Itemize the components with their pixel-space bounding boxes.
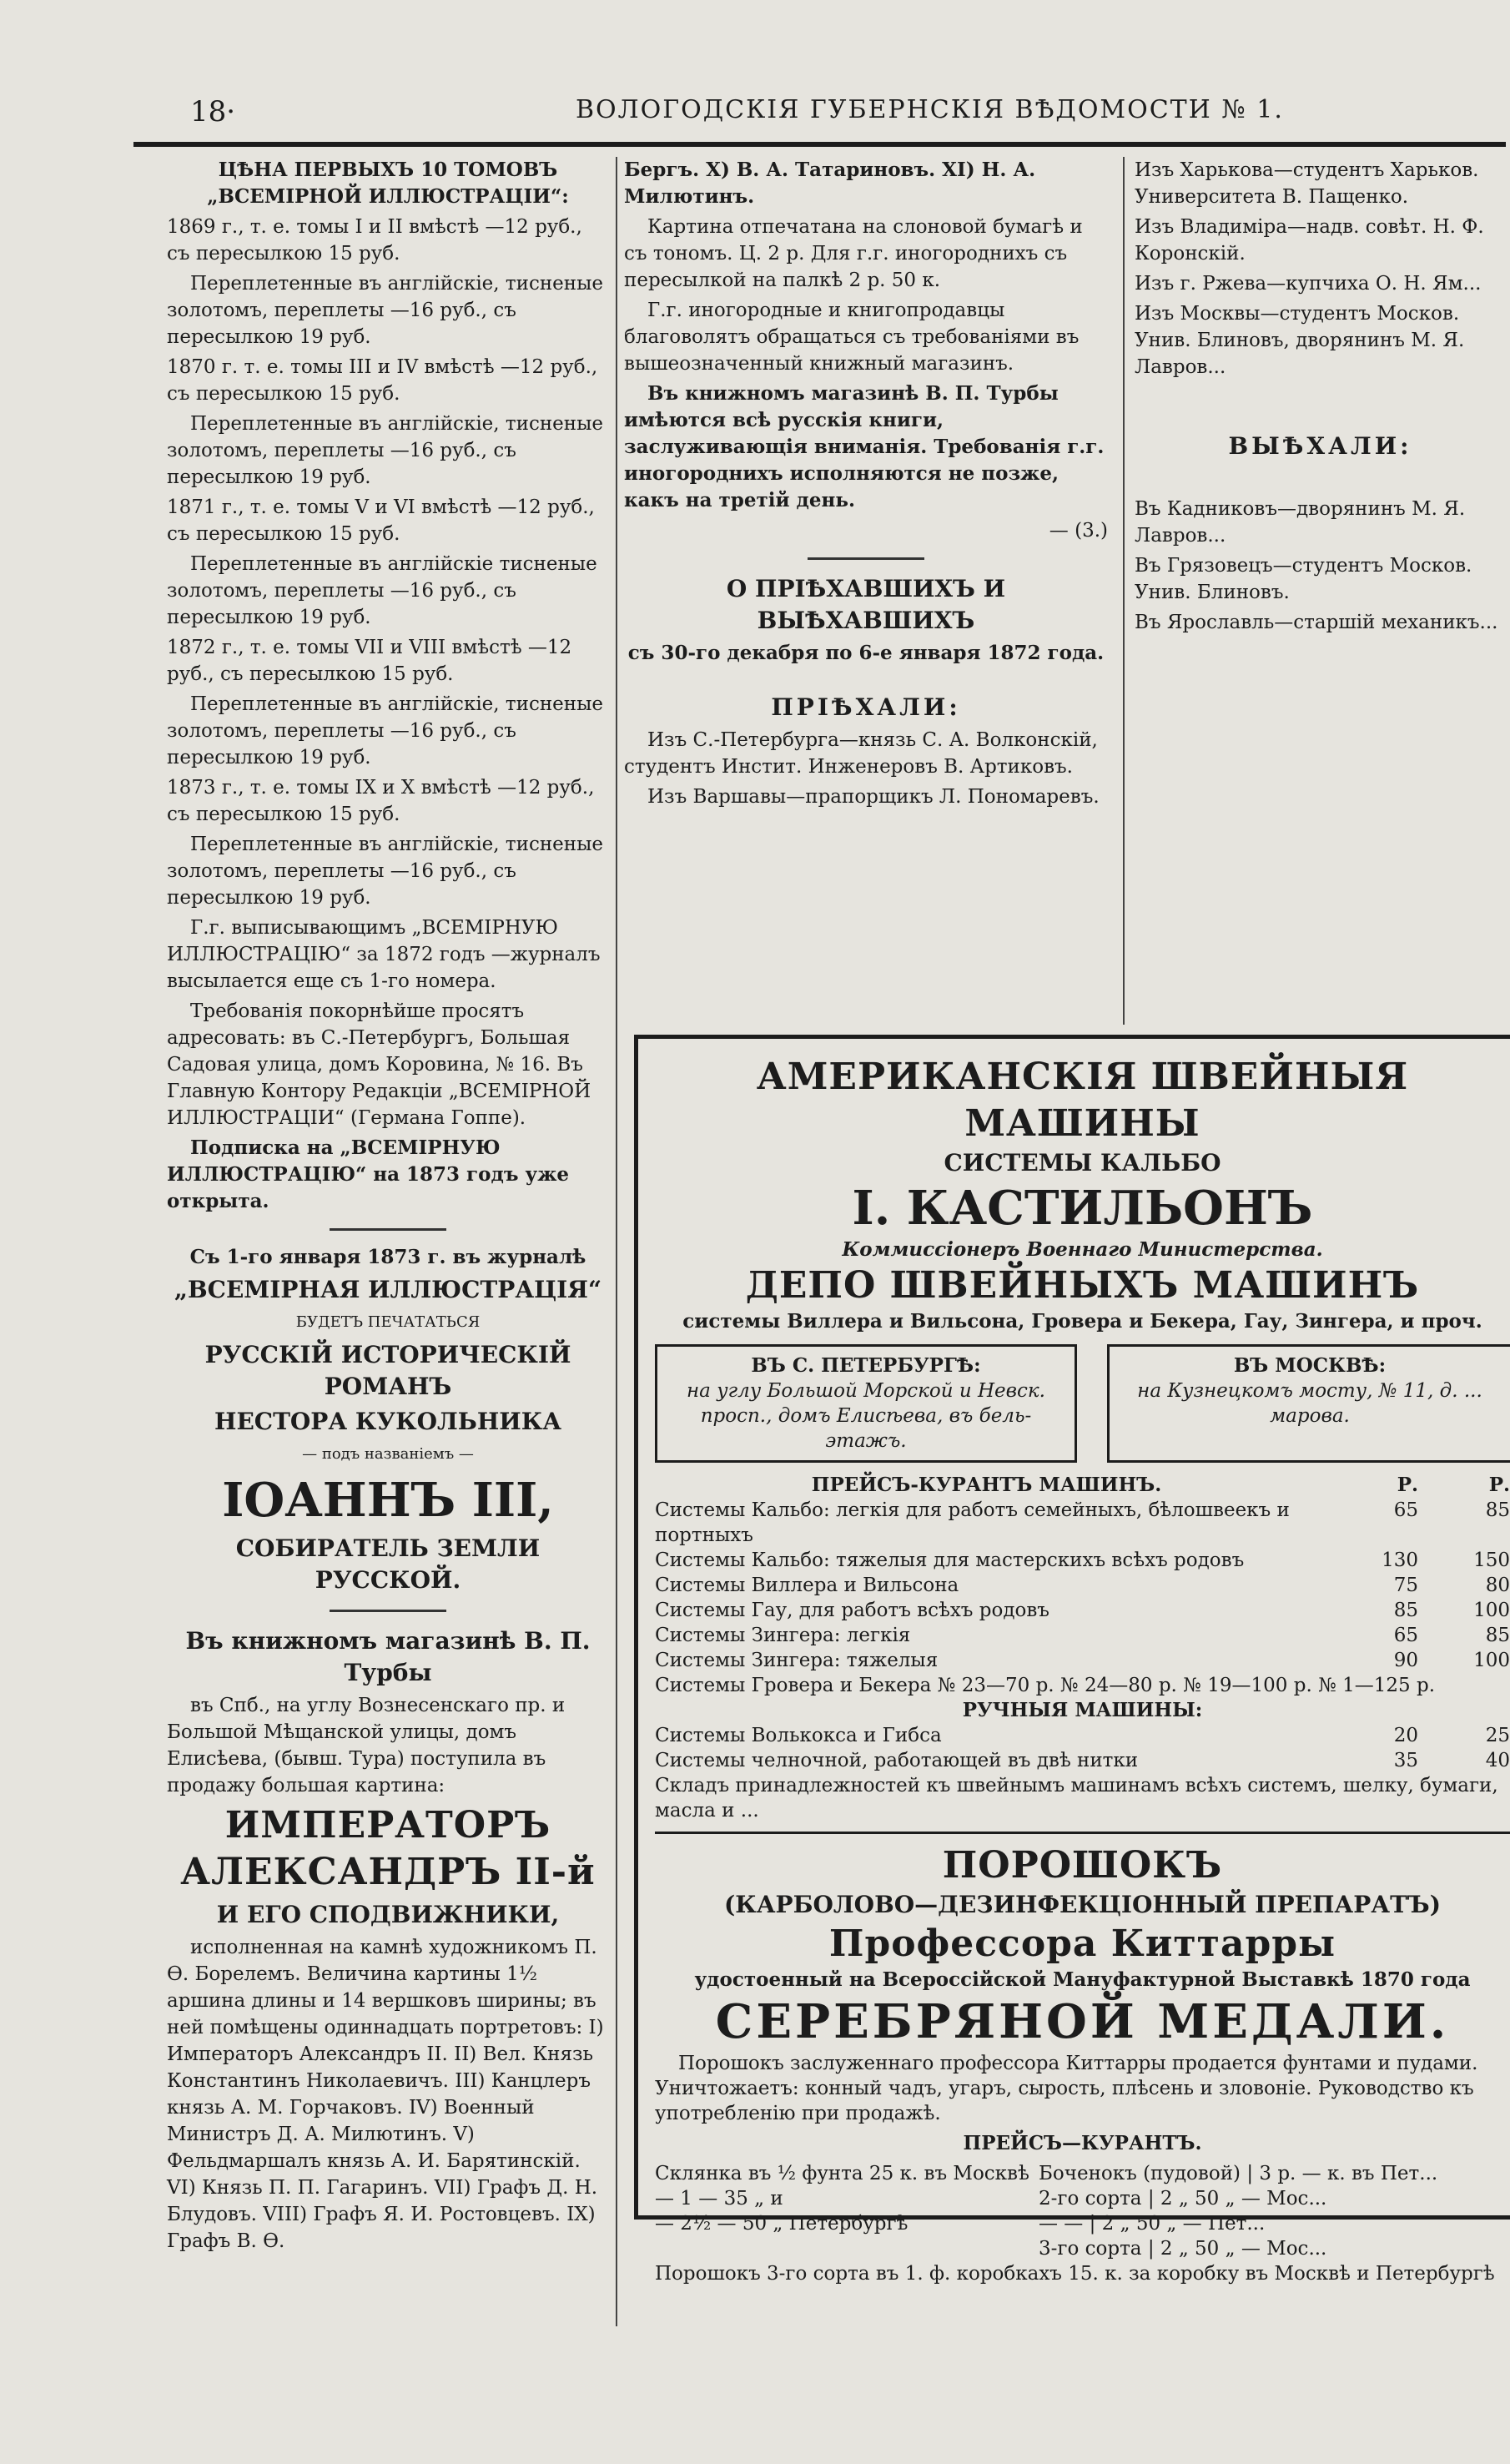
arrivals-title: О ПРІѢХАВШИХЪ И ВЫѢХАВШИХЪ bbox=[726, 575, 1006, 634]
price-row: Системы Кальбо: тяжелыя для мастерскихъ всѣхъ родовъ 130 150 bbox=[655, 1549, 1510, 1571]
divider bbox=[330, 1228, 446, 1231]
powder-award: удостоенный на Всероссійской Мануфактурной Выставкѣ 1870 года bbox=[694, 1968, 1471, 1991]
ad-title: АМЕРИКАНСКІЯ ШВЕЙНЫЯ МАШИНЫ bbox=[756, 1056, 1409, 1145]
ad-subtitle: СИСТЕМЫ КАЛЬБО bbox=[944, 1149, 1221, 1177]
middle-column bbox=[624, 157, 1108, 814]
spb-address-box bbox=[655, 1344, 1077, 1463]
price-header-row bbox=[655, 1473, 1510, 1498]
paragraph: Требованія покорнѣйше просятъ адресовать: въ С.-Петербургъ, Большая Садовая улица, домъ Коровина, № 16. Въ Главную Контору Редакціи „ВСЕМІРНОЙ ИЛЛЮСТРАЦІИ“ (Германа Гоппе). bbox=[167, 1000, 591, 1129]
ad-brand: І. КАСТИЛЬОНЪ bbox=[852, 1181, 1313, 1236]
price-line: 1873 г., т. е. томы IX и X вмѣстѣ —12 руб., съ пересылкою 15 руб. bbox=[167, 777, 595, 825]
paragraph: Изъ г. Ржева—купчиха О. Н. Ям... bbox=[1135, 273, 1482, 295]
paragraph: — подъ названіемъ — bbox=[302, 1445, 474, 1463]
price-title: ЦѢНА ПЕРВЫХЪ 10 ТОМОВЪ „ВСЕМІРНОЙ ИЛЛЮСТРАЦІИ“: bbox=[207, 159, 569, 208]
column-divider bbox=[1123, 157, 1125, 1025]
paragraph: Картина отпечатана на слоновой бумагѣ и съ тономъ. Ц. 2 р. Для г.г. иногороднихъ съ пересылкой на палкѣ 2 р. 50 к. bbox=[624, 216, 1083, 291]
left-column bbox=[167, 157, 609, 2258]
novel-title: ІОАННЪ III, bbox=[222, 1473, 554, 1528]
price-line: Переплетенные въ англійскіе тисненые золотомъ, переплеты —16 руб., съ пересылкою 19 руб. bbox=[167, 553, 597, 628]
powder-price-line: — — | 2 „ 50 „ — Пет... bbox=[1039, 2213, 1266, 2235]
author-name: НЕСТОРА КУКОЛЬНИКА bbox=[214, 1408, 562, 1435]
paragraph: Изъ Варшавы—прапорщикъ Л. Пономаревъ. bbox=[647, 786, 1100, 808]
price-line: Переплетенные въ англійскіе, тисненые золотомъ, переплеты —16 руб., съ пересылкою 19 руб. bbox=[167, 273, 604, 348]
powder-text: Порошокъ заслуженнаго профессора Киттарры продается фунтами и пудами. Уничтожаетъ: конный чадъ, угаръ, сырость, плѣсень и зловоніе. Руководство къ употребленію при продажѣ. bbox=[655, 2053, 1478, 2124]
paragraph: Г.г. выписывающимъ „ВСЕМІРНУЮ ИЛЛЮСТРАЦІЮ“ за 1872 годъ —журналъ высылается еще съ 1-го номера. bbox=[167, 917, 601, 992]
powder-price-title: ПРЕЙСЪ—КУРАНТЪ. bbox=[963, 2132, 1202, 2154]
newspaper-title: ВОЛОГОДСКІЯ ГУБЕРНСКІЯ ВѢДОМОСТИ № 1. bbox=[576, 95, 1284, 124]
page-number: 18· bbox=[190, 95, 236, 128]
paragraph: Г.г. иногородные и книгопродавцы благоволятъ обращаться съ требованіями въ вышеозначенный книжный магазинъ. bbox=[624, 300, 1080, 375]
powder-price-line: — 2½ — 50 „ Петербургѣ bbox=[655, 2213, 909, 2235]
paragraph: Изъ Владиміра—надв. совѣт. Н. Ф. Коронскій. bbox=[1135, 216, 1484, 265]
column-divider bbox=[616, 157, 617, 2326]
powder-price-line: Склянка въ ½ фунта 25 к. въ Москвѣ bbox=[655, 2163, 1029, 2184]
hand-machines-title: РУЧНЫЯ МАШИНЫ: bbox=[962, 1699, 1203, 1721]
paragraph: Подписка на „ВСЕМІРНУЮ ИЛЛЮСТРАЦІЮ“ на 1873 годъ уже открыта. bbox=[167, 1136, 570, 1212]
journal-name: „ВСЕМІРНАЯ ИЛЛЮСТРАЦІЯ“ bbox=[174, 1276, 602, 1303]
price-line: 1872 г., т. е. томы VII и VIII вмѣстѣ —12 руб., съ пересылкою 15 руб. bbox=[167, 637, 572, 685]
paragraph: Изъ С.-Петербурга—князь С. А. Волконскій, студентъ Инстит. Инженеровъ В. Артиковъ. bbox=[624, 729, 1098, 778]
moscow-address-box bbox=[1107, 1344, 1510, 1463]
paragraph: въ Спб., на углу Вознесенскаго пр. и Большой Мѣщанской улицы, домъ Елисѣева, (бывш. Тура) поступила въ продажу большая картина: bbox=[167, 1695, 566, 1796]
powder-medal: СЕРЕБРЯНОЙ МЕДАЛИ. bbox=[715, 1994, 1450, 2049]
price-line: Переплетенные въ англійскіе, тисненые золотомъ, переплеты —16 руб., съ пересылкою 19 руб. bbox=[167, 413, 604, 488]
paragraph: Изъ Москвы—студентъ Москов. Унив. Блиновъ, дворянинъ М. Я. Лавров... bbox=[1135, 303, 1465, 378]
picture-subtitle: И ЕГО СПОДВИЖНИКИ, bbox=[216, 1901, 560, 1928]
price-line: 1869 г., т. е. томы I и II вмѣстѣ —12 руб., съ пересылкою 15 руб. bbox=[167, 216, 582, 265]
arrivals-dates: съ 30-го декабря по 6-е января 1872 года. bbox=[627, 642, 1105, 664]
right-column bbox=[1135, 157, 1506, 639]
ad-depot: ДЕПО ШВЕЙНЫХЪ МАШИНЪ bbox=[745, 1264, 1420, 1307]
powder-price-line: Порошокъ 3-го сорта въ 1. ф. коробкахъ 15. к. за коробку въ Москвѣ и Петербургѣ bbox=[655, 2263, 1495, 2285]
price-row: Системы Виллера и Вильсона 75 80 bbox=[655, 1575, 1510, 1596]
arrived-title: ПРІѢХАЛИ: bbox=[771, 693, 961, 721]
bookshop-title: Въ книжномъ магазинѣ В. П. Турбы bbox=[185, 1627, 591, 1686]
powder-price-line: 3-го сорта | 2 „ 50 „ — Мос... bbox=[1039, 2238, 1327, 2260]
picture-title: ИМПЕРАТОРЪ АЛЕКСАНДРЪ II-й bbox=[180, 1804, 596, 1893]
paragraph: Въ Кадниковъ—дворянинъ М. Я. Лавров... bbox=[1135, 498, 1466, 547]
spb-title: ВЪ С. ПЕТЕРБУРГѢ: bbox=[751, 1354, 981, 1377]
price-row: Системы Зингера: тяжелыя 90 100 bbox=[655, 1650, 1510, 1671]
price-line: 1870 г. т. е. томы III и IV вмѣстѣ —12 руб., съ пересылкою 15 руб. bbox=[167, 356, 598, 405]
divider bbox=[330, 1610, 446, 1612]
stock-line: Складъ принадлежностей къ швейнымъ машинамъ всѣхъ системъ, шелку, бумаги, масла и ... bbox=[655, 1775, 1498, 1822]
header-rule bbox=[133, 142, 1506, 147]
powder-price-line: Боченокъ (пудовой) | 3 р. — к. въ Пет... bbox=[1039, 2163, 1438, 2184]
moscow-address: на Кузнецкомъ мосту, № 11, д. ... марова. bbox=[1137, 1380, 1482, 1427]
price-col-label: Р. bbox=[1488, 1474, 1510, 1496]
price-col-label: Р. bbox=[1397, 1474, 1418, 1496]
paragraph: исполненная на камнѣ художникомъ П. Ѳ. Борелемъ. Величина картины 1½ аршина длины и 14 вершковъ ширины; въ ней помѣщены одиннадцать портретовъ: I) Императоръ Александръ II. II) Вел. Князь Константинъ Николаевичъ. III) Канцлеръ князь А. М. Горчаковъ. IV) Военный Министръ Д. А. Милютинъ. V) Фельдмаршалъ князь А. И. Барятинскій. VI) Князь П. П. Гагаринъ. VII) Графъ Д. Н. Блудовъ. VIII) Графъ Я. И. Ростовцевъ. IX) Графъ В. Ѳ. bbox=[167, 1937, 604, 2252]
powder-professor: Профессора Киттарры bbox=[828, 1922, 1336, 1965]
powder-price-line: — 1 — 35 „ и bbox=[655, 2188, 783, 2210]
price-row: Системы челночной, работающей въ двѣ нитки 35 40 bbox=[655, 1750, 1510, 1771]
sewing-machine-ad bbox=[634, 1035, 1510, 2285]
paragraph: Въ книжномъ магазинѣ В. П. Турбы имѣются всѣ русскія книги, заслуживающія вниманія. Требованія г.г. иногороднихъ исполняются не позже, какъ на третій день. bbox=[624, 382, 1105, 511]
page-header bbox=[175, 90, 1506, 128]
moscow-title: ВЪ МОСКВѢ: bbox=[1233, 1354, 1387, 1377]
paragraph: Изъ Харькова—студентъ Харьков. Университета В. Пащенко. bbox=[1135, 159, 1479, 208]
price-row: Системы Волькокса и Гибса 20 25 bbox=[655, 1725, 1510, 1746]
ad-divider bbox=[655, 1832, 1510, 1834]
paragraph: Въ Грязовецъ—студентъ Москов. Унив. Блиновъ. bbox=[1135, 555, 1472, 603]
paragraph: — (3.) bbox=[1049, 520, 1108, 542]
paragraph: Въ Ярославль—старшій механикъ... bbox=[1135, 612, 1498, 633]
price-line: 1871 г., т. е. томы V и VI вмѣстѣ —12 руб., съ пересылкою 15 руб. bbox=[167, 496, 595, 545]
powder-title: ПОРОШОКЪ bbox=[942, 1844, 1223, 1887]
price-line: Переплетенные въ англійскіе, тисненые золотомъ, переплеты —16 руб., съ пересылкою 19 руб. bbox=[167, 834, 604, 909]
price-row: Системы Зингера: легкія 65 85 bbox=[655, 1625, 1510, 1646]
departed-title: ВЫѢХАЛИ: bbox=[1228, 432, 1412, 460]
grover-prices: Системы Гровера и Бекера № 23—70 р. № 24—80 р. № 19—100 р. № 1—125 р. bbox=[655, 1675, 1436, 1696]
spb-address: на углу Большой Морской и Невск. просп., домъ Елисѣева, въ бель-этажъ. bbox=[687, 1380, 1045, 1452]
price-list-title: ПРЕЙСЪ-КУРАНТЪ МАШИНЪ. bbox=[811, 1474, 1162, 1496]
paragraph: РУССКІЙ ИСТОРИЧЕСКІЙ РОМАНЪ bbox=[204, 1341, 571, 1400]
powder-price-line: 2-го сорта | 2 „ 50 „ — Мос... bbox=[1039, 2188, 1327, 2210]
paragraph: БУДЕТЪ ПЕЧАТАТЬСЯ bbox=[295, 1313, 481, 1331]
price-row: Системы Кальбо: легкія для работъ семейныхъ, бѣлошвеекъ и портныхъ 65 85 bbox=[655, 1499, 1510, 1546]
price-row: Системы Гау, для работъ всѣхъ родовъ 85 100 bbox=[655, 1600, 1510, 1621]
powder-subtitle: (КАРБОЛОВО—ДЕЗИНФЕКЦІОННЫЙ ПРЕПАРАТЪ) bbox=[724, 1891, 1441, 1918]
ad-commissioner: Коммиссіонеръ Военнаго Министерства. bbox=[842, 1238, 1323, 1261]
novel-subtitle: СОБИРАТЕЛЬ ЗЕМЛИ РУССКОЙ. bbox=[235, 1534, 541, 1594]
paragraph: Съ 1-го января 1873 г. въ журналѣ bbox=[189, 1246, 586, 1268]
price-line: Переплетенные въ англійскіе, тисненые золотомъ, переплеты —16 руб., съ пересылкою 19 руб. bbox=[167, 693, 604, 768]
divider bbox=[808, 557, 924, 560]
ad-systems: системы Виллера и Вильсона, Гровера и Бекера, Гау, Зингера, и проч. bbox=[682, 1310, 1482, 1333]
paragraph: Бергъ. X) В. А. Татариновъ. XI) Н. А. Милютинъ. bbox=[624, 159, 1036, 208]
